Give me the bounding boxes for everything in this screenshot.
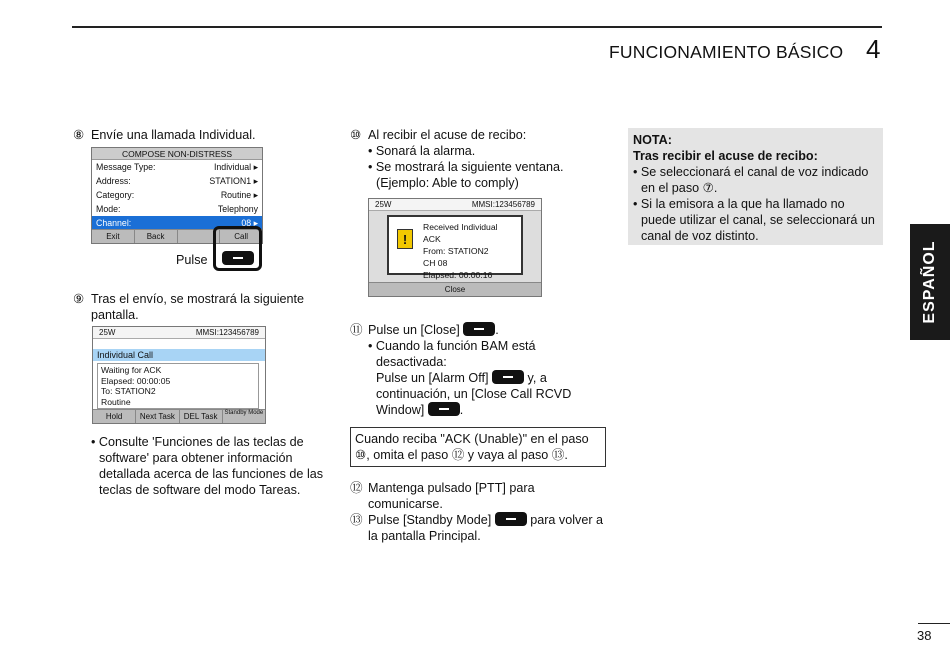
screen-row: Mode: Telephony — [96, 204, 258, 214]
step-number: ⑬ — [350, 513, 363, 527]
ack-popup: ! Received Individual ACK From: STATION2 CH 08 Elapsed: 00:00:16 — [387, 215, 523, 275]
softkey-bar — [93, 409, 265, 423]
step-8 — [73, 127, 256, 143]
step-11: ⑪ Pulse un [Close] . • Cuando la función BAM está desactivada: Pulse un [Alarm Off] y, a continuación, un [Close Call RCVD Window] . — [350, 323, 572, 417]
chapter-number: 4 — [866, 34, 881, 64]
step-10: ⑩ Al recibir el acuse de recibo: • Sonará la alarma. • Se mostrará la siguiente ventana. (Ejemplo: Able to comply) — [350, 128, 564, 190]
screen-row-selected: Channel: 08 ▸ — [92, 216, 262, 230]
softkey-icon — [492, 370, 524, 384]
softkey-del-task[interactable]: DEL Task — [180, 410, 223, 423]
softkey-icon — [463, 322, 495, 336]
task-box: Waiting for ACK Elapsed: 00:00:05 To: STATION2 Routine — [97, 363, 259, 409]
page-number-rule — [918, 623, 950, 624]
screen-row: Address: STATION1 ▸ — [96, 176, 258, 186]
softkey-call[interactable]: Call — [234, 232, 249, 241]
individual-call-screen — [92, 326, 266, 424]
screen-row: Message Type: Individual ▸ — [96, 162, 258, 172]
status-bar: 25W MMSI:123456789 — [93, 327, 265, 339]
step-number: ⑩ — [350, 128, 362, 142]
softkey-close[interactable]: Close — [444, 285, 466, 294]
step-9: ⑨ Tras el envío, se mostrará la siguiente pantalla. — [73, 292, 305, 322]
language-tab: ESPAÑOL — [910, 224, 950, 340]
ack-unable-note: Cuando reciba "ACK (Unable)" en el paso ⑩, omita el paso ⑫ y vaya al paso ⑬. — [350, 427, 606, 467]
header-rule — [72, 26, 882, 28]
step-number: ⑪ — [350, 323, 363, 337]
step-number: ⑧ — [73, 128, 85, 142]
page-number: 38 — [917, 628, 932, 643]
softkey-hold[interactable]: Hold — [93, 410, 136, 423]
softkey-icon — [428, 402, 460, 416]
step-text: Envíe una llamada Individual. — [91, 128, 256, 142]
nota-subtitle: Tras recibir el acuse de recibo: — [633, 149, 818, 163]
status-bar: 25W MMSI:123456789 — [369, 199, 541, 211]
pulse-label: Pulse — [176, 253, 208, 267]
softkey-exit[interactable]: Exit — [92, 230, 135, 243]
step-12: ⑫ Mantenga pulsado [PTT] para comunicarse. — [350, 481, 535, 511]
step-9-bullet: • Consulte 'Funciones de las teclas de software' para obtener información detallada acerca de las funciones de las teclas de software del modo Tareas. — [91, 435, 324, 497]
ack-screen — [368, 198, 542, 297]
softkey-next-task[interactable]: Next Task — [136, 410, 179, 423]
screen-title: Individual Call — [93, 349, 265, 361]
step-number: ⑫ — [350, 481, 363, 495]
chapter-title: FUNCIONAMIENTO BÁSICO — [609, 42, 844, 62]
softkey-back[interactable]: Back — [135, 230, 178, 243]
softkey-bar — [369, 282, 541, 296]
screen-row: Category: Routine ▸ — [96, 190, 258, 200]
softkey-standby-mode[interactable]: Standby Mode — [224, 410, 264, 416]
step-number: ⑨ — [73, 292, 85, 306]
nota-title: NOTA: — [633, 133, 672, 147]
softkey-icon — [495, 512, 527, 526]
screen-title: COMPOSE NON-DISTRESS — [92, 148, 262, 160]
nota-box: NOTA: Tras recibir el acuse de recibo: • Se seleccionará el canal de voz indicado en el paso ⑦. • Si la emisora a la que ha llamado no puede utilizar el canal, se seleccionará un canal de voz distinto. — [628, 128, 883, 245]
step-13: ⑬ Pulse [Standby Mode] para volver a la pantalla Principal. — [350, 513, 604, 543]
pulse-key-icon — [222, 250, 254, 268]
warning-icon: ! — [397, 229, 413, 249]
